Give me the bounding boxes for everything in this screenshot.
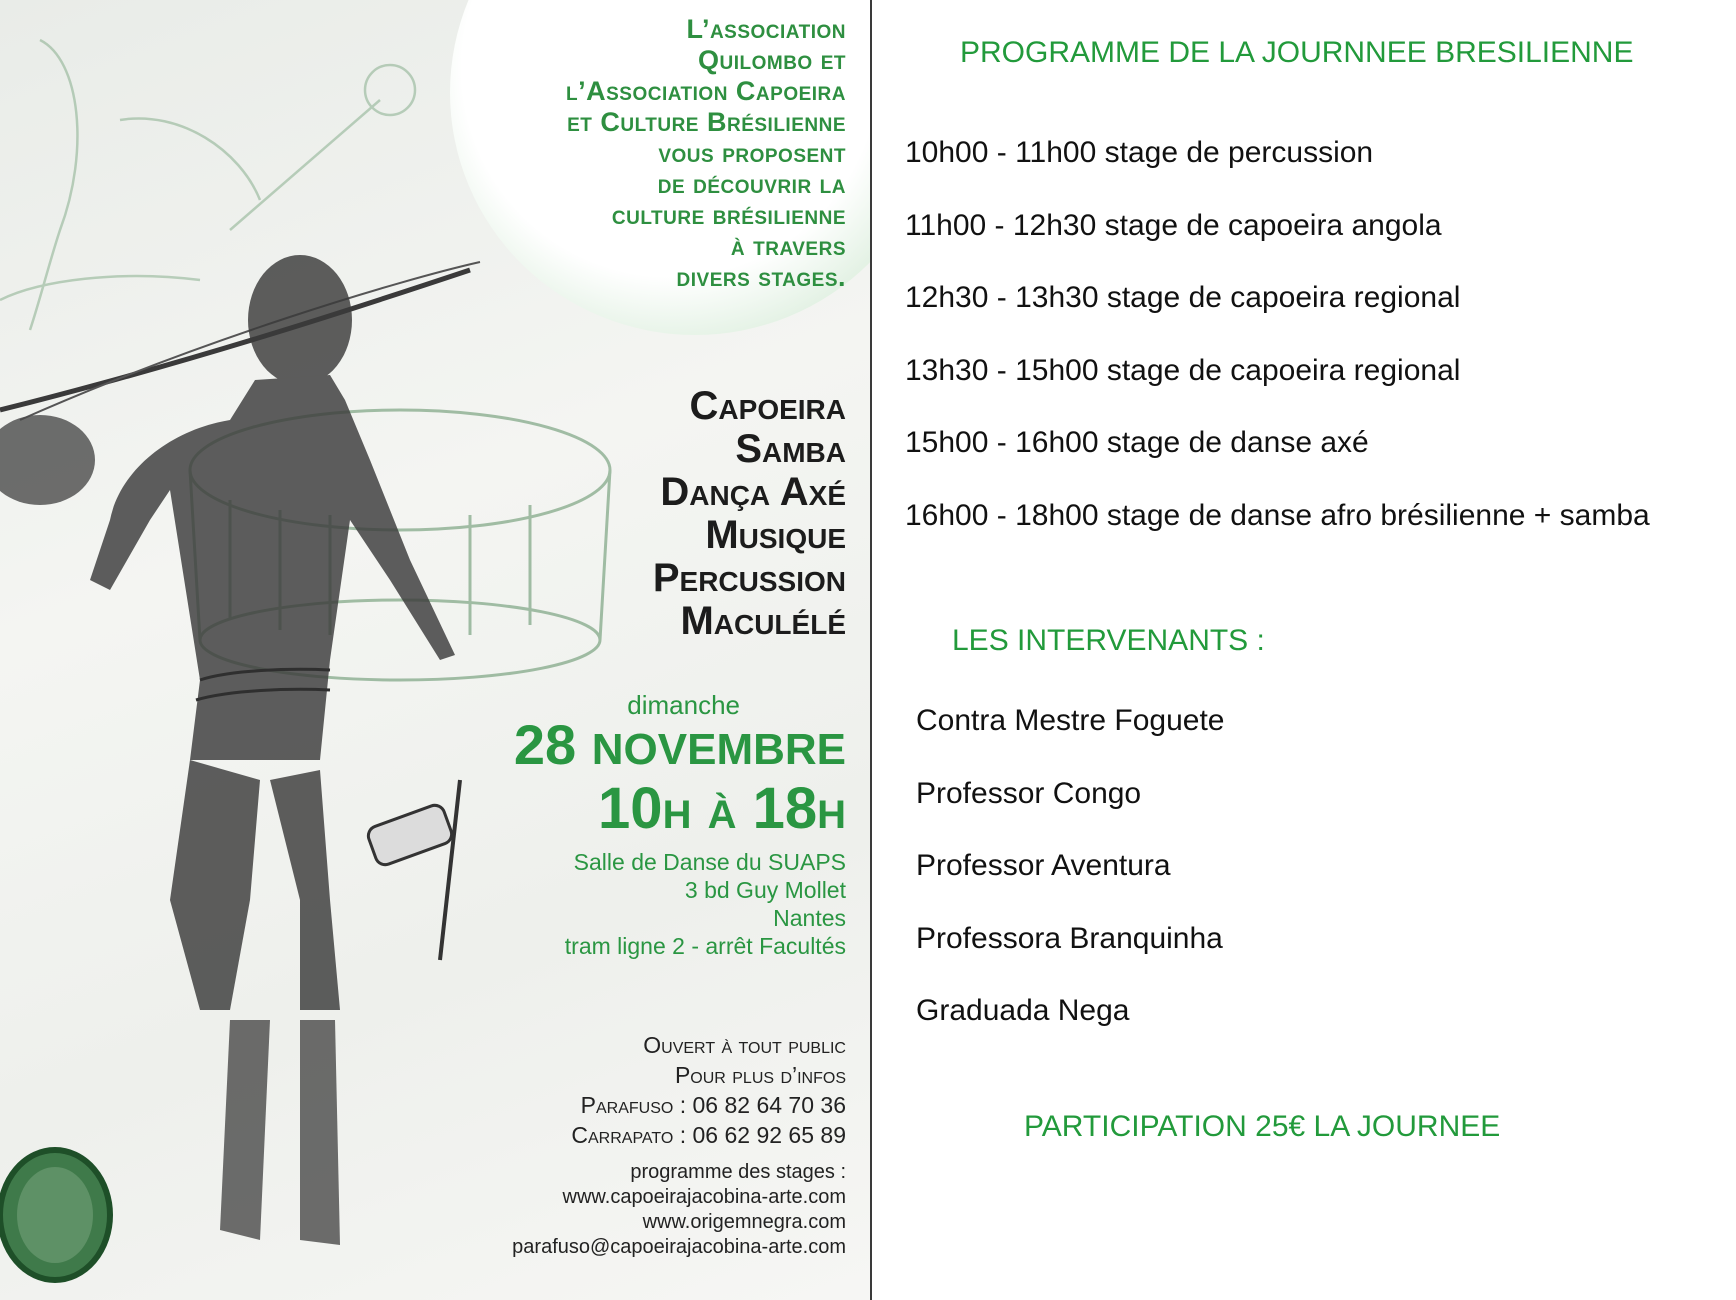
disciplines-list: [653, 385, 846, 643]
weekday: dimanche: [627, 690, 740, 720]
venue-line: Nantes: [773, 905, 846, 931]
schedule-item: 11h00 - 12h30 stage de capoeira angola: [905, 208, 1442, 242]
figure-silhouette: [90, 255, 455, 1245]
venue-line: 3 bd Guy Mollet: [684, 877, 846, 903]
speakers-list: [916, 704, 1224, 1067]
intro-line: l’Association Capoeira: [566, 76, 846, 106]
intro-line: de découvrir la: [657, 169, 846, 199]
event-day: 28: [513, 713, 577, 776]
gourd: [0, 415, 95, 505]
discipline: Dança Axé: [660, 470, 846, 514]
hours-to: 18: [752, 776, 818, 841]
schedule-item: 15h00 - 16h00 stage de danse axé: [905, 426, 1369, 459]
speaker-item: Graduada Nega: [916, 994, 1130, 1027]
event-month: NOVEMBRE: [591, 725, 846, 774]
contact-name: Carrapato: [571, 1122, 674, 1148]
links-label: programme des stages :: [630, 1161, 846, 1183]
discipline: Maculélé: [680, 599, 846, 643]
intro-line: vous proposent: [658, 138, 846, 168]
discipline: Samba: [735, 427, 846, 471]
schedule-item: 13h30 - 15h00 stage de capoeira regional: [905, 353, 1461, 387]
venue-line: tram ligne 2 - arrêt Facultés: [564, 933, 846, 959]
berimbau-bow: [0, 270, 470, 410]
drummer-sketch: [0, 40, 415, 330]
contact-info: [571, 1030, 846, 1150]
event-hours: [598, 775, 846, 842]
intro-line: Quilombo et: [698, 45, 846, 75]
hours-separator: À: [707, 793, 737, 837]
schedule-item: 10h00 - 11h00 stage de percussion: [905, 136, 1374, 169]
intro-line: et Culture Brésilienne: [567, 107, 846, 137]
discipline: Capoeira: [689, 384, 846, 428]
intro-line: L’association: [686, 14, 846, 44]
contact-phone: : 06 62 92 65 89: [673, 1122, 846, 1148]
email-link[interactable]: parafuso@capoeirajacobina-arte.com: [512, 1236, 846, 1258]
venue-address: [565, 848, 846, 960]
hours-from: 10: [598, 776, 663, 841]
contact-name: Parafuso: [580, 1092, 674, 1118]
website-link[interactable]: www.origemnegra.com: [642, 1211, 846, 1233]
discipline: Musique: [705, 513, 846, 557]
venue-line: Salle de Danse du SUAPS: [573, 849, 846, 875]
open-label: Ouvert à tout public: [643, 1032, 846, 1058]
speaker-item: Professor Aventura: [916, 849, 1171, 882]
speaker-item: Professor Congo: [916, 776, 1142, 810]
intro-line: divers stages.: [676, 262, 846, 292]
intro-line: culture brésilienne: [611, 200, 846, 230]
schedule-item: 12h30 - 13h30 stage de capoeira regional: [905, 281, 1461, 314]
price-label: PARTICIPATION 25€ LA JOURNEE: [1024, 1110, 1501, 1143]
speaker-item: Contra Mestre Foguete: [916, 704, 1225, 737]
hours-from-unit: H: [662, 793, 692, 837]
contact-row: [571, 1120, 846, 1150]
web-links: [512, 1160, 846, 1260]
speakers-title: LES INTERVENANTS :: [952, 624, 1265, 657]
discipline: Percussion: [652, 556, 846, 600]
intro-line: à travers: [730, 231, 846, 261]
infos-label: Pour plus d’infos: [674, 1062, 846, 1088]
event-date: [514, 712, 846, 777]
program-title: PROGRAMME DE LA JOURNNEE BRESILIENNE: [960, 36, 1634, 69]
hours-to-unit: H: [817, 793, 846, 837]
caxixi: [366, 803, 455, 868]
speaker-item: Professora Branquinha: [916, 921, 1223, 955]
contact-row: [571, 1090, 846, 1120]
schedule-item: 16h00 - 18h00 stage de danse afro brésilienne + samba: [905, 498, 1650, 532]
website-link[interactable]: www.capoeirajacobina-arte.com: [562, 1186, 846, 1208]
intro-text: [406, 14, 846, 293]
panel-divider: [870, 0, 872, 1300]
contact-phone: : 06 82 64 70 36: [673, 1092, 846, 1118]
schedule-list: [905, 136, 1650, 571]
